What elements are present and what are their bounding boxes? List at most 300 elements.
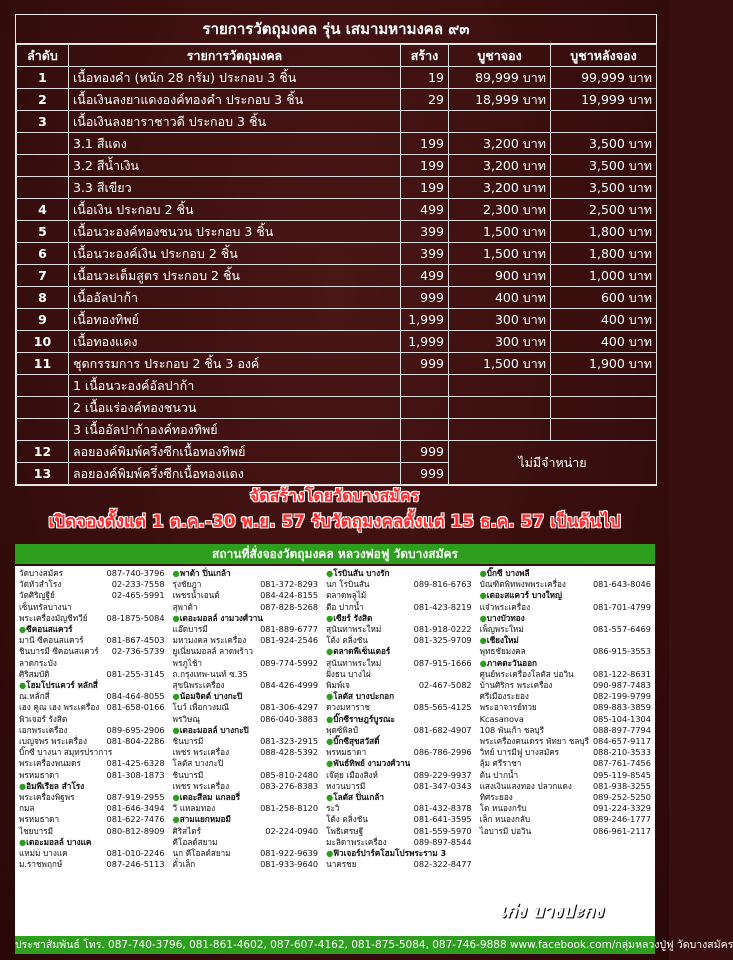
shop-entry — [326, 803, 472, 814]
cell-item: เนื้ออัลปาก้า — [69, 287, 401, 309]
shop-location-heading — [480, 613, 651, 624]
cell-preorder: 1,500 บาท — [449, 221, 551, 243]
shop-name: ● ซีคอนสแควร์ — [19, 624, 72, 635]
cell-item: ลอยองค์พิมพ์ครึ่งซีกเนื้อทองแดง — [69, 463, 401, 485]
cell-qty: 199 — [401, 155, 449, 177]
shop-location-heading — [480, 568, 651, 579]
shop-phone: 089-695-2906 — [106, 724, 165, 735]
cell-after: 400 บาท — [551, 309, 657, 331]
shop-phone: 080-812-8909 — [106, 825, 165, 836]
shop-phone: 086-040-3883 — [260, 713, 319, 724]
shop-name: พระเครื่องพนมดร — [19, 758, 81, 769]
shop-entry — [173, 669, 319, 680]
shop-location-heading — [173, 568, 319, 579]
col-header-preorder: บูชาจอง — [449, 45, 551, 67]
not-for-sale-note: ไม่มีจำหน่าย — [449, 441, 657, 485]
shop-name: วี แหลมทอง — [172, 803, 216, 814]
shop-entry — [480, 758, 651, 769]
shop-name: ตั๋วเล็ก — [172, 859, 196, 870]
shop-entry — [173, 747, 319, 758]
shop-entry — [173, 736, 319, 747]
shop-name: คีโอลด์สยาม — [172, 836, 218, 847]
table-row — [17, 441, 657, 463]
col-header-item: รายการวัตถุมงคล — [69, 45, 401, 67]
shop-entry — [173, 758, 319, 769]
shop-name: ● พาต้า ปิ่นเกล้า — [173, 568, 231, 579]
shop-entry — [326, 658, 472, 669]
shop-name: ● เดอะมอลล์ บางกะปิ — [173, 725, 249, 736]
shop-entry — [480, 579, 651, 590]
shop-entry — [173, 602, 319, 613]
shop-name: ฝั่งธน บางไผ่ — [326, 668, 371, 679]
cell-no: 10 — [17, 331, 69, 353]
shop-entry — [19, 826, 165, 837]
shop-phone: 087-761-7456 — [592, 758, 651, 769]
shop-name: นก คีโอลด์สยาม — [172, 848, 231, 859]
shop-phone: 081-924-2546 — [260, 635, 319, 646]
shop-entry — [173, 680, 319, 691]
cell-qty: 199 — [401, 133, 449, 155]
cell-qty: 1,999 — [401, 331, 449, 353]
shop-name: ชินบารมี — [172, 736, 204, 747]
shop-location-heading — [19, 680, 165, 691]
shop-phone: 081-323-2915 — [260, 736, 319, 747]
table-row — [17, 287, 657, 309]
table-row — [17, 419, 657, 441]
shop-location-heading — [326, 613, 472, 624]
shop-entry — [173, 837, 319, 848]
shop-entry — [480, 770, 651, 781]
table-body — [17, 67, 657, 485]
cell-item: ลอยองค์พิมพ์ครึ่งซีกเนื้อทองทิพย์ — [69, 441, 401, 463]
cell-item: เนื้อนวะองค์เงิน ประกอบ 2 ชิ้น — [69, 243, 401, 265]
shop-phone: 081-938-3255 — [592, 780, 651, 791]
price-grid — [16, 44, 657, 485]
cell-after: 400 บาท — [551, 331, 657, 353]
shops-column — [476, 566, 655, 936]
shop-name: เอกพระเครื่อง — [19, 724, 68, 735]
cell-preorder: 3,200 บาท — [449, 177, 551, 199]
shop-phone: 088-428-5392 — [260, 747, 319, 758]
shop-entry — [326, 770, 472, 781]
shop-phone: 081-918-0222 — [413, 624, 472, 635]
shop-name: ถ.กรุงเทพ-นนท์ ซ.35 — [172, 668, 248, 679]
cell-after: 3,500 บาท — [551, 177, 657, 199]
shop-phone: 081-557-6469 — [592, 624, 651, 635]
shop-name: ชินบารมี ซีคอนสแควร์ — [19, 646, 99, 657]
shop-entry — [19, 814, 165, 825]
shop-name: แสงเงินแสงทอง ปลวกแดง — [479, 780, 572, 791]
shop-name: โต้ง ตลิ่งชัน — [326, 635, 368, 646]
shop-entry — [19, 792, 165, 803]
shop-name: ชินบารมี — [172, 769, 204, 780]
cell-preorder — [449, 375, 551, 397]
shop-entry — [173, 658, 319, 669]
shop-phone: 081-432-8378 — [413, 803, 472, 814]
shop-phone: 095-119-8545 — [592, 769, 651, 780]
shop-phone: 081-646-3494 — [106, 803, 165, 814]
cell-item: เนื้อเงินลงยาราชาวดี ประกอบ 3 ชิ้น — [69, 111, 401, 133]
shop-name: ยูเนี่ยนมอลล์ ลาดพร้าว — [172, 646, 254, 657]
shop-entry — [326, 680, 472, 691]
shop-entry — [480, 646, 651, 657]
headline-dates: เปิดจองตั้งแต่ 1 ต.ค.-30 พ.ย. 57 รับวัตถุมงคลตั้งแต่ 15 ธ.ค. 57 เป็นต้นไป — [48, 512, 621, 532]
shop-entry — [173, 714, 319, 725]
shop-name: ● โฮมโปรแควร์ หลักสี่ — [19, 680, 98, 691]
table-row — [17, 243, 657, 265]
cell-qty: 29 — [401, 89, 449, 111]
shop-phone: 02-465-5991 — [111, 590, 165, 601]
shop-name: ● เดอะมอลล์ งามวงศ์วาน — [173, 613, 263, 624]
cell-preorder: 300 บาท — [449, 309, 551, 331]
shop-name: โต้ง ตลิ่งชัน — [326, 814, 368, 825]
table-row — [17, 353, 657, 375]
cell-after: 2,500 บาท — [551, 199, 657, 221]
shop-name: เพชร พระเครื่อง — [172, 780, 230, 791]
shop-entry — [480, 714, 651, 725]
shop-name: สุนันทาพระใหม่ — [326, 624, 382, 635]
shop-name: โลตัส บางกะปิ — [172, 758, 224, 769]
table-row — [17, 67, 657, 89]
table-row — [17, 265, 657, 287]
shop-name: บิ๊กซี บางนา สมุทรปราการ — [19, 747, 113, 758]
shop-name: พิวเจอร์ รังสิต — [19, 713, 68, 724]
shop-phone: 02-233-7558 — [111, 579, 165, 590]
shop-phone: 089-897-8544 — [413, 836, 472, 847]
shop-entry — [19, 635, 165, 646]
shop-name: ● บางบัวทอง — [480, 613, 525, 624]
shop-name: พุดซ์พิลป์ — [326, 724, 358, 735]
table-row — [17, 177, 657, 199]
cell-no: 11 — [17, 353, 69, 375]
shops-column — [15, 566, 169, 936]
shop-location-heading — [326, 646, 472, 657]
cell-item: เนื้อทองแดง — [69, 331, 401, 353]
shop-entry — [480, 814, 651, 825]
cell-qty: 199 — [401, 177, 449, 199]
cell-preorder — [449, 111, 551, 133]
shop-entry — [326, 859, 472, 870]
shop-phone: 087-828-5268 — [260, 601, 319, 612]
shop-phone: 083-276-8383 — [260, 780, 319, 791]
shop-entry — [480, 702, 651, 713]
shop-name: พิมพ์เจ — [326, 680, 350, 691]
shop-name: ศูนย์พระเครื่องโลตัส บ่อวิน — [479, 668, 574, 679]
shop-phone: 089-816-6763 — [413, 579, 472, 590]
shop-location-heading — [19, 837, 165, 848]
shop-entry — [480, 736, 651, 747]
shop-phone: 081-933-9640 — [260, 859, 319, 870]
cell-preorder: 3,200 บาท — [449, 155, 551, 177]
shop-name: เพชรน้ำเอนต์ — [172, 590, 220, 601]
shop-name: ศรีเมืองระยอง — [479, 691, 529, 702]
shop-name: พระอาจารย์ทวย — [479, 702, 537, 713]
shop-name: พระเครื่องคนเดรร พัทยา ชลบุรี — [479, 736, 589, 747]
shop-location-heading — [173, 725, 319, 736]
cell-after: 1,800 บาท — [551, 221, 657, 243]
shop-entry — [173, 803, 319, 814]
cell-after — [551, 375, 657, 397]
shop-entry — [19, 579, 165, 590]
shop-name: พระเครื่องมัญชีทวีย์ — [19, 612, 88, 623]
shop-location-heading — [326, 568, 472, 579]
shop-name: แอ๊ดบารมี — [172, 624, 208, 635]
cell-no: 12 — [17, 441, 69, 463]
cell-item: 3.1 สีแดง — [69, 133, 401, 155]
shop-entry — [480, 792, 651, 803]
col-header-qty: สร้าง — [401, 45, 449, 67]
shop-name: ● โลตัส ปิ่นเกล้า — [326, 792, 384, 803]
shop-name: สุขนิพระเครื่อง — [172, 680, 225, 691]
cell-preorder: 89,999 บาท — [449, 67, 551, 89]
shop-name: พระเครื่องพิฐพร — [19, 792, 75, 803]
shop-entry — [19, 848, 165, 859]
shop-name: ● โลตัส บางปะกอก — [326, 691, 394, 702]
shop-phone: 081-308-1873 — [106, 769, 165, 780]
table-row — [17, 199, 657, 221]
shop-phone: 082-199-9799 — [592, 691, 651, 702]
shop-name: ● เดอะมอลล์ บางแค — [19, 837, 91, 848]
shop-name: ● น้อมจิตต์ บางกะปิ — [173, 691, 243, 702]
shop-entry — [480, 826, 651, 837]
table-row — [17, 133, 657, 155]
shop-location-heading — [19, 781, 165, 792]
shop-name: ไอบารมี บ่อวิน — [479, 825, 532, 836]
table-row — [17, 375, 657, 397]
shop-location-heading — [173, 792, 319, 803]
shop-entry — [326, 624, 472, 635]
cell-preorder — [449, 397, 551, 419]
shop-phone: 081-425-6328 — [106, 758, 165, 769]
shop-entry — [173, 826, 319, 837]
cell-no — [17, 133, 69, 155]
shop-name: วัดหัวสำโรง — [19, 579, 62, 590]
shop-entry — [19, 736, 165, 747]
cell-no — [17, 397, 69, 419]
cell-qty — [401, 111, 449, 133]
shop-phone: 089-246-1777 — [592, 814, 651, 825]
cell-item: เนื้อเงิน ประกอบ 2 ชิ้น — [69, 199, 401, 221]
table-row — [17, 397, 657, 419]
shop-phone: 088-897-7794 — [592, 724, 651, 735]
cell-item: 1 เนื้อนวะองค์อัลปาก้า — [69, 375, 401, 397]
shop-entry — [480, 781, 651, 792]
cell-no: 7 — [17, 265, 69, 287]
shop-entry — [19, 859, 165, 870]
shop-phone: 081-258-8120 — [260, 803, 319, 814]
headline-maker: จัดสร้างโดยวัดบางสมัคร — [249, 486, 420, 505]
cell-item: เนื้อนวะองค์ทองชนวน ประกอบ 3 ชิ้น — [69, 221, 401, 243]
shop-entry — [326, 781, 472, 792]
shop-phone: 081-643-8046 — [592, 579, 651, 590]
cell-no — [17, 419, 69, 441]
shop-phone: 081-372-8293 — [260, 579, 319, 590]
shop-entry — [326, 826, 472, 837]
cell-after — [551, 111, 657, 133]
shop-entry — [326, 702, 472, 713]
shop-entry — [173, 859, 319, 870]
shop-name: ● ตลาดพีเซ็นเตอร์ — [326, 646, 390, 657]
cell-qty — [401, 375, 449, 397]
shop-phone: 089-774-5992 — [260, 657, 319, 668]
shop-entry — [326, 837, 472, 848]
table-row — [17, 221, 657, 243]
shop-name: เฮง คูณ เฮง พระเครื่อง — [19, 702, 100, 713]
cell-qty: 999 — [401, 353, 449, 375]
shop-name: ณ.หลักสี่ — [19, 691, 50, 702]
shop-name: ● บิ๊กซีราษฎร์บูรณะ — [326, 714, 395, 725]
shop-phone: 081-867-4503 — [106, 635, 165, 646]
shop-phone: 081-701-4799 — [592, 601, 651, 612]
shop-phone: 081-255-3145 — [106, 668, 165, 679]
shop-phone: 084-657-9117 — [592, 736, 651, 747]
shop-phone: 081-559-5970 — [413, 825, 472, 836]
shop-entry — [19, 658, 165, 669]
shop-phone: 081-922-9639 — [260, 848, 319, 859]
cell-no — [17, 375, 69, 397]
shop-name: พรหมธาดา — [19, 769, 60, 780]
cell-item: เนื้อทองคำ (หนัก 28 กรัม) ประกอบ 3 ชิ้น — [69, 67, 401, 89]
shop-name: วัดบางสมัคร — [19, 568, 63, 578]
shop-name: ● เซียร์ รังสิต — [326, 613, 372, 624]
shop-name: มหามงคล พระเครื่อง — [172, 635, 247, 646]
shop-entry — [173, 848, 319, 859]
shop-entry — [480, 691, 651, 702]
shop-entry — [173, 702, 319, 713]
shop-entry — [480, 624, 651, 635]
cell-no — [17, 177, 69, 199]
shop-phone: 08-1875-5084 — [106, 612, 165, 623]
shop-phone: 086-915-3553 — [592, 646, 651, 657]
shop-name: รุ่งชัยฎา — [172, 579, 202, 590]
shop-name: ตลาดพลูไม้ — [326, 590, 367, 601]
shop-entry — [480, 680, 651, 691]
shop-entry — [19, 725, 165, 736]
cell-after: 1,800 บาท — [551, 243, 657, 265]
cell-after: 3,500 บาท — [551, 155, 657, 177]
cell-preorder — [449, 419, 551, 441]
cell-preorder: 400 บาท — [449, 287, 551, 309]
shop-name: ระวิ — [326, 803, 340, 814]
shop-phone: 081-325-9709 — [413, 635, 472, 646]
shop-entry — [19, 747, 165, 758]
shop-name: ● ภาคตะวันออก — [480, 658, 537, 669]
shop-phone: 089-252-5250 — [592, 792, 651, 803]
shop-entry — [19, 714, 165, 725]
shop-phone: 087-915-1666 — [413, 657, 472, 668]
table-row — [17, 331, 657, 353]
shop-name: เพชร พระเครื่อง — [172, 747, 230, 758]
shop-name: เบญจพร พระเครื่อง — [19, 736, 87, 747]
shop-name: ● เดอะสแควร์ บางใหญ่ — [480, 590, 562, 601]
shop-name: เล็ก หนองกลับ — [479, 814, 531, 825]
cell-qty — [401, 419, 449, 441]
cell-preorder: 1,500 บาท — [449, 353, 551, 375]
shop-phone: 084-424-8155 — [260, 590, 319, 601]
shop-location-heading — [19, 624, 165, 635]
shop-entry — [19, 691, 165, 702]
shop-name: ลาดกระบัง — [19, 657, 57, 668]
shop-name: วัดศิริญฐีย์ — [19, 590, 55, 601]
table-title: รายการวัตถุมงคล รุ่น เสมามหามงคล ๙๓ — [16, 15, 656, 44]
shop-entry — [19, 702, 165, 713]
shop-phone: 081-122-8631 — [592, 668, 651, 679]
shops-column — [169, 566, 323, 936]
shop-phone: 081-804-2286 — [106, 736, 165, 747]
shop-entry — [480, 725, 651, 736]
cell-qty: 499 — [401, 199, 449, 221]
shop-name: พุทธชัยมงคล — [479, 646, 526, 657]
cell-qty: 999 — [401, 441, 449, 463]
cell-no: 8 — [17, 287, 69, 309]
shop-name: โพธิเศรษฐี — [326, 825, 364, 836]
cell-after: 600 บาท — [551, 287, 657, 309]
cell-no — [17, 155, 69, 177]
shop-entry — [19, 646, 165, 657]
cell-qty: 499 — [401, 265, 449, 287]
shop-phone: 081-306-4297 — [260, 702, 319, 713]
cell-qty: 999 — [401, 287, 449, 309]
shop-phone: 081-423-8219 — [413, 601, 472, 612]
cell-qty: 1,999 — [401, 309, 449, 331]
shop-name: พรหมธาดา — [19, 814, 60, 825]
shop-location-heading — [326, 691, 472, 702]
shop-name: ● เชียงใหม่ — [480, 635, 519, 646]
shop-phone: 088-210-3533 — [592, 747, 651, 758]
shop-entry — [173, 635, 319, 646]
shop-phone: 087-919-2955 — [106, 792, 165, 803]
shop-phone: 090-987-7483 — [592, 680, 651, 691]
shop-phone: 091-224-3329 — [592, 803, 651, 814]
shop-name: เจ๊ตุ่ย เมืองสิงห์ — [326, 769, 378, 780]
shop-phone: 085-104-1304 — [592, 713, 651, 724]
shops-column — [322, 566, 476, 936]
shop-entry — [19, 758, 165, 769]
cell-qty: 999 — [401, 463, 449, 485]
cell-preorder: 900 บาท — [449, 265, 551, 287]
table-row — [17, 309, 657, 331]
shop-name: โต หนองกรับ — [479, 803, 527, 814]
shop-name: ● พันธ์ทิพย์ งามวงศ์วาน — [326, 758, 410, 769]
shop-entry — [19, 590, 165, 601]
shop-name: ● บิ๊กซี บางพลี — [480, 568, 530, 579]
shop-entry — [326, 669, 472, 680]
cell-preorder: 2,300 บาท — [449, 199, 551, 221]
shop-name: ลุ้ม ศรีราชา — [479, 758, 522, 769]
cell-qty — [401, 397, 449, 419]
shop-entry — [173, 646, 319, 657]
shop-name: ศิริสไตร์ — [172, 825, 201, 836]
shop-entry — [326, 814, 472, 825]
shop-phone: 081-347-0343 — [413, 780, 472, 791]
shop-phone: 087-740-3796 — [106, 568, 165, 578]
cell-no: 2 — [17, 89, 69, 111]
col-header-after: บูชาหลังจอง — [551, 45, 657, 67]
cell-no: 1 — [17, 67, 69, 89]
shop-entry — [19, 602, 165, 613]
shop-entry — [173, 781, 319, 792]
shop-phone: 086-786-2996 — [413, 747, 472, 758]
shop-phone: 084-464-8055 — [106, 691, 165, 702]
shop-entry — [173, 579, 319, 590]
cell-no: 5 — [17, 221, 69, 243]
shop-name: วิทย์ บารมีฟู บางสมัคร — [479, 747, 560, 758]
shop-phone: 087-246-5113 — [106, 859, 165, 870]
shop-name: หงวนบารมี — [326, 780, 366, 791]
cell-no: 3 — [17, 111, 69, 133]
shop-phone: 02-736-5739 — [111, 646, 165, 657]
shop-name: นก โรบินสัน — [326, 579, 370, 590]
